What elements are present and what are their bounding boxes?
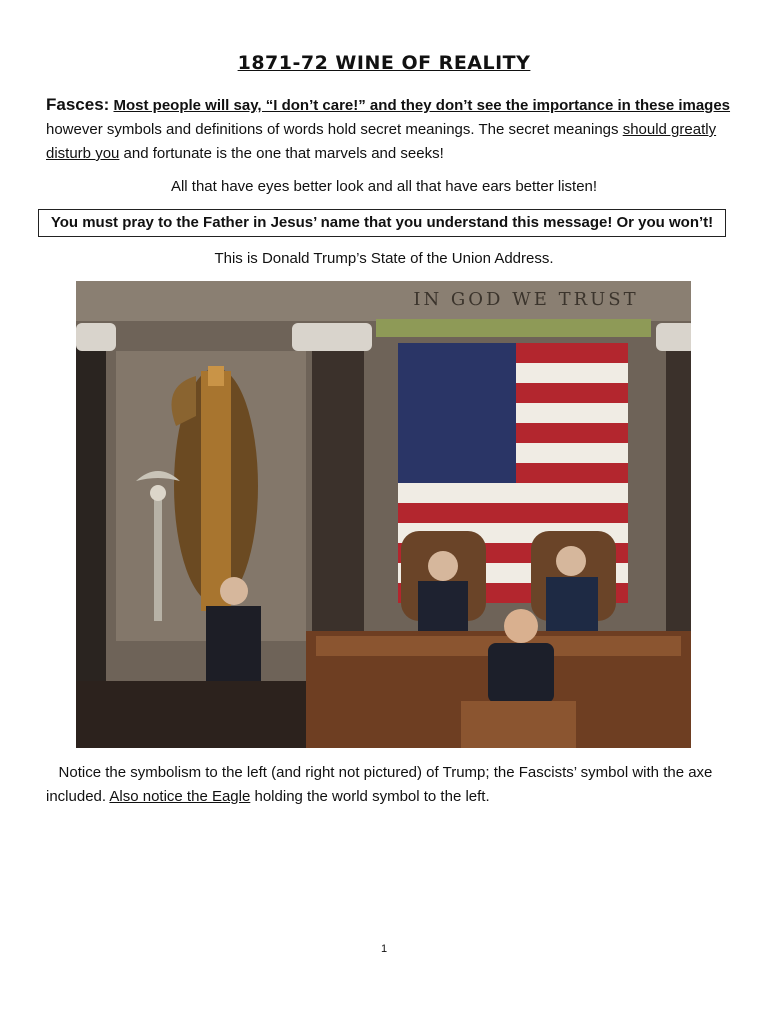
inscription-text: IN GOD WE TRUST [413,289,639,310]
notice-text-2: holding the world symbol to the left. [250,788,490,805]
page-number: 1 [380,943,388,955]
eyes-line: All that have eyes better look and all that have ears better listen! [170,178,598,195]
notice-paragraph [46,761,746,809]
photo-caption: This is Donald Trump’s State of the Union Address. [214,250,554,267]
intro-underlined: should greatly disturb you [46,121,717,162]
intro-emphasis: Most people will say, “I don’t care!” and they don’t see the importance in these images [113,97,731,114]
notice-text-1: Notice the symbolism to the left (and right not pictured) of Trump; the Fascists’ symbol with the axe included. [46,764,717,805]
intro-paragraph [46,93,736,166]
fasces-label: Fasces: [46,95,110,114]
notice-underlined: Also notice the Eagle [109,788,251,805]
state-of-union-photo [76,281,691,748]
intro-text-1: however symbols and definitions of words hold secret meanings. The secret meanings [46,121,623,138]
intro-text-2: and fortunate is the one that marvels and seeks! [119,145,444,162]
boxed-message: You must pray to the Father in Jesus’ name that you understand this message! Or you won’t! [38,209,726,237]
page-title: 1871-72 WINE OF REALITY [237,52,531,74]
